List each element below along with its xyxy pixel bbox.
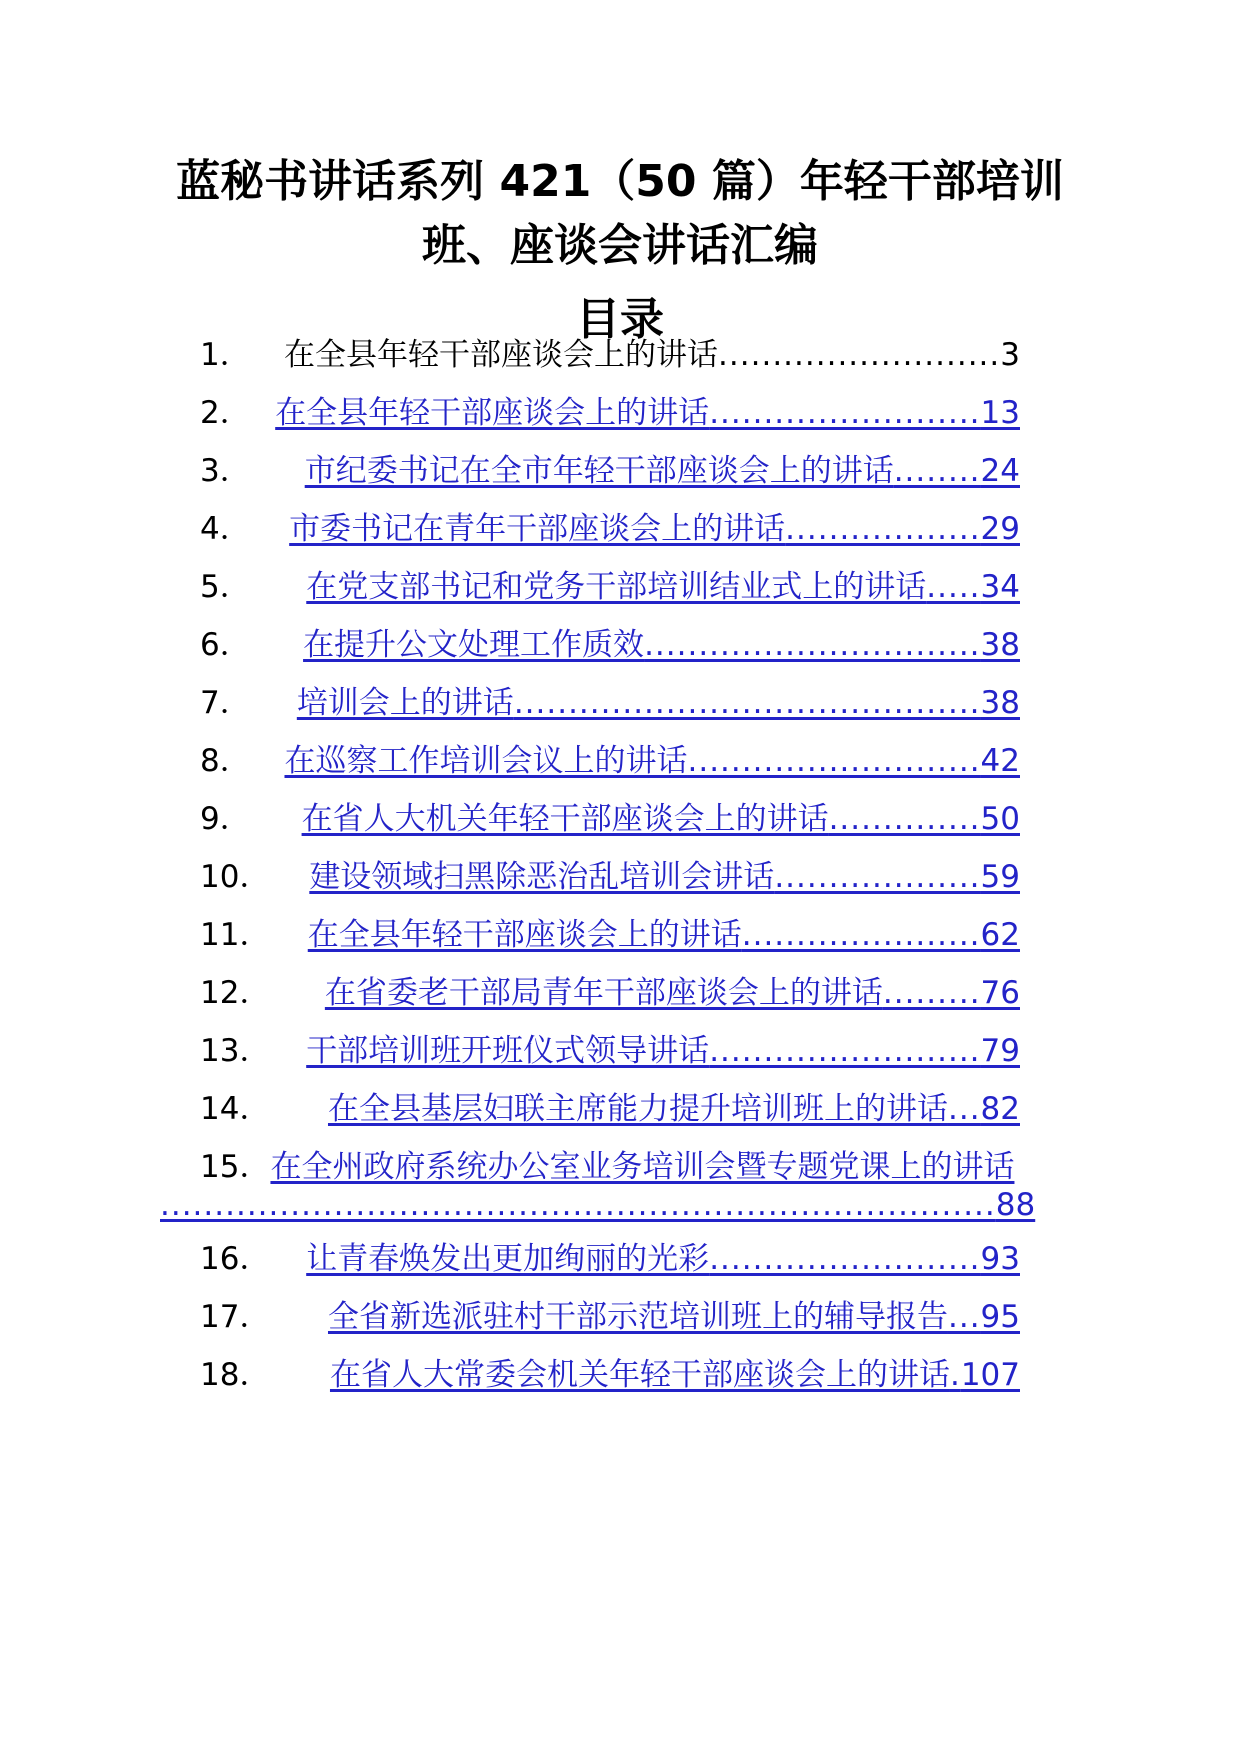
toc-entry-number: 3．: [200, 453, 251, 489]
toc-entry-link[interactable]: [297, 679, 1020, 727]
toc-entry-number: 7．: [200, 685, 251, 721]
toc-entry-title: 在全县年轻干部座谈会上的讲话: [275, 395, 710, 431]
toc-entry-page: 82: [980, 1091, 1020, 1127]
toc-entry-4[interactable]: [200, 505, 1020, 553]
toc-entry-title: 在全县基层妇联主席能力提升培训班上的讲话: [327, 1091, 948, 1127]
toc-entry-page: 13: [980, 395, 1020, 431]
toc-entry-link[interactable]: [275, 389, 1020, 437]
toc-entry-text: [284, 331, 1020, 379]
toc-entry-8[interactable]: [200, 737, 1020, 785]
toc-entry-link[interactable]: [328, 1085, 1020, 1133]
toc-entry-link[interactable]: [305, 447, 1020, 495]
toc-entry-number: 11．: [200, 917, 271, 953]
toc-entry-number: 18．: [200, 1357, 271, 1393]
toc-entry-number: 10．: [200, 859, 271, 895]
toc-entry-16[interactable]: [200, 1235, 1020, 1283]
toc-entry-leader: .........................: [709, 395, 981, 431]
toc-entry-14[interactable]: [200, 1085, 1020, 1133]
toc-entry-number: 6．: [200, 627, 251, 663]
toc-entry-link[interactable]: [308, 911, 1020, 959]
toc-entry-page: 38: [980, 685, 1020, 721]
toc-entry-leader: ...............................: [644, 627, 981, 663]
toc-entry-link[interactable]: [306, 563, 1020, 611]
toc-entry-leader: ..................: [785, 511, 981, 547]
toc-entry-number: 14．: [200, 1091, 271, 1127]
toc-entry-title[interactable]: 在全州政府系统办公室业务培训会暨专题党课上的讲话: [270, 1149, 1015, 1185]
toc-entry-7[interactable]: [200, 679, 1020, 727]
toc-entry-page: 24: [980, 453, 1020, 489]
toc-entry-number: 9．: [200, 801, 251, 837]
toc-entry-leader: ..........................: [718, 337, 1001, 373]
toc-entry-title: 干部培训班开班仪式领导讲话: [306, 1033, 710, 1069]
toc-entry-title: 培训会上的讲话: [296, 685, 514, 721]
toc-entry-number: 1．: [200, 337, 251, 373]
toc-entry-link[interactable]: [289, 505, 1020, 553]
toc-entry-title: 在省人大常委会机关年轻干部座谈会上的讲话: [329, 1357, 950, 1393]
toc-entry-number: 17．: [200, 1299, 271, 1335]
toc-entry-leader: ......................: [741, 917, 981, 953]
toc-entry-link[interactable]: [325, 969, 1020, 1017]
toc-entry-page: 59: [980, 859, 1020, 895]
toc-entry-page: 62: [980, 917, 1020, 953]
toc-entry-leader: .: [949, 1357, 961, 1393]
toc-entry-page: 79: [980, 1033, 1020, 1069]
toc-entry-number: 8．: [200, 743, 251, 779]
toc-entry-leader: ........: [893, 453, 981, 489]
toc-entry-13[interactable]: [200, 1027, 1020, 1075]
toc-entry-title: 在省人大机关年轻干部座谈会上的讲话: [301, 801, 829, 837]
toc-entry-title: 在巡察工作培训会议上的讲话: [284, 743, 688, 779]
toc-entry-leader: .........: [882, 975, 981, 1011]
toc-entry-link[interactable]: [303, 621, 1020, 669]
document-title: 蓝秘书讲话系列 421（50 篇）年轻干部培训班、座谈会讲话汇编: [176, 156, 1064, 271]
toc-entry-link[interactable]: [302, 795, 1020, 843]
toc-entry-page: 3: [1000, 337, 1020, 373]
toc-entry-number: 13．: [200, 1033, 271, 1069]
toc-entry-title: 建设领域扫黑除恶治乱培训会讲话: [309, 859, 775, 895]
toc-entry-18[interactable]: [200, 1351, 1020, 1399]
toc-entry-5[interactable]: [200, 563, 1020, 611]
toc-entry-page: 76: [980, 975, 1020, 1011]
toc-entry-title: 全省新选派驻村干部示范培训班上的辅导报告: [327, 1299, 948, 1335]
toc-entry-page: 29: [980, 511, 1020, 547]
toc-heading: 目录: [576, 294, 664, 345]
toc-entry-page: 50: [980, 801, 1020, 837]
toc-entry-number: 15．: [200, 1149, 271, 1185]
toc-entry-leader: ...........................................: [513, 685, 981, 721]
toc-entry-leader: .........................: [709, 1033, 981, 1069]
toc-entry-leader: ..............: [828, 801, 981, 837]
toc-entry-15[interactable]: [160, 1143, 1036, 1239]
toc-entry-leader: ...........................: [687, 743, 981, 779]
toc-entry-link[interactable]: [306, 1235, 1020, 1283]
toc-entry-9[interactable]: [200, 795, 1020, 843]
toc-entry-leader: .............................................................................: [160, 1187, 996, 1223]
toc-entry-page: 42: [980, 743, 1020, 779]
toc-entry-link[interactable]: [309, 853, 1020, 901]
toc-entry-link[interactable]: [284, 737, 1020, 785]
toc-entry-2[interactable]: [200, 389, 1020, 437]
toc-entry-10[interactable]: [200, 853, 1020, 901]
toc-entry-3[interactable]: [200, 447, 1020, 495]
toc-entry-leader: ...: [947, 1299, 981, 1335]
toc-entry-link[interactable]: [330, 1351, 1020, 1399]
toc-entry-17[interactable]: [200, 1293, 1020, 1341]
toc-entry-leader: .....: [926, 569, 981, 605]
toc-entry-title: 市委书记在青年干部座谈会上的讲话: [289, 511, 786, 547]
toc-entry-number: 2．: [200, 395, 251, 431]
toc-entry-page: 38: [980, 627, 1020, 663]
toc-entry-6[interactable]: [200, 621, 1020, 669]
toc-entry-second-line[interactable]: [160, 1181, 1036, 1229]
toc-entry-number: 5．: [200, 569, 251, 605]
toc-entry-title: 在提升公文处理工作质效: [303, 627, 645, 663]
toc-entry-title: 市纪委书记在全市年轻干部座谈会上的讲话: [304, 453, 894, 489]
toc-entry-11[interactable]: [200, 911, 1020, 959]
toc-entry-page: 34: [980, 569, 1020, 605]
toc-entry-number: 16．: [200, 1241, 271, 1277]
toc-entry-link[interactable]: [306, 1027, 1020, 1075]
toc-entry-page: 93: [980, 1241, 1020, 1277]
toc-entry-number: 12．: [200, 975, 271, 1011]
toc-entry-title: 在全县年轻干部座谈会上的讲话: [284, 337, 719, 373]
toc-entry-page: 107: [960, 1357, 1020, 1393]
toc-entry-page: 88: [995, 1187, 1036, 1223]
toc-entry-title: 在省委老干部局青年干部座谈会上的讲话: [324, 975, 883, 1011]
toc-entry-leader: ...: [947, 1091, 981, 1127]
toc-entry-leader: ...................: [774, 859, 981, 895]
toc-entry-title: 让青春焕发出更加绚丽的光彩: [306, 1241, 710, 1277]
toc-entry-1: [200, 331, 1020, 379]
toc-entry-number: 4．: [200, 511, 251, 547]
toc-entry-link[interactable]: [328, 1293, 1020, 1341]
toc-entry-page: 95: [980, 1299, 1020, 1335]
toc-entry-leader: .........................: [709, 1241, 981, 1277]
toc-entry-12[interactable]: [200, 969, 1020, 1017]
toc-entry-title: 在党支部书记和党务干部培训结业式上的讲话: [306, 569, 927, 605]
toc-entry-title: 在全县年轻干部座谈会上的讲话: [307, 917, 742, 953]
